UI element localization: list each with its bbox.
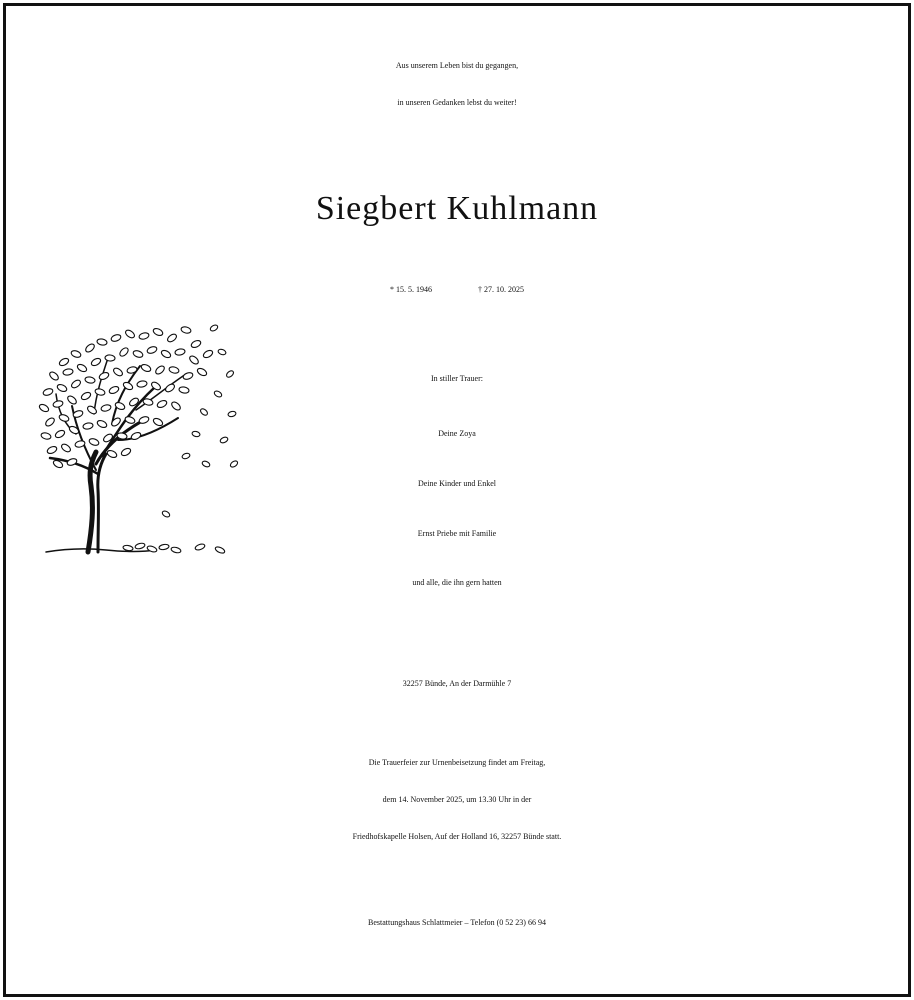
ceremony-line-3: Friedhofskapelle Holsen, Auf der Holland 16, 32257 Bünde statt. [352,832,562,841]
mourner-line-1: Deine Zoya [438,429,476,438]
mourner-line-3: Ernst Priebe mit Familie [417,529,497,538]
life-dates [6,286,908,294]
windblown-tree-icon [36,314,241,562]
deceased-name: Siegbert Kuhlmann [315,190,599,227]
mourning-intro: In stiller Trauer: [431,374,483,383]
verse-line-1: Aus unserem Leben bist du gegangen, [395,61,519,70]
mourner-line-2: Deine Kinder und Enkel [418,479,496,488]
birth-date: * 15. 5. 1946 [390,285,432,294]
obituary-notice [3,3,911,997]
death-date: † 27. 10. 2025 [478,285,524,294]
ceremony-line-1: Die Trauerfeier zur Urnenbeisetzung findet am Freitag, [368,758,546,767]
mourner-line-4: und alle, die ihn gern hatten [412,578,502,587]
funeral-home-contact: Bestattungshaus Schlattmeier – Telefon (0 52 23) 66 94 [368,918,546,927]
verse-line-2: in unseren Gedanken lebst du weiter! [397,98,517,107]
mourner-address: 32257 Bünde, An der Darmühle 7 [402,679,512,688]
ceremony-line-2: dem 14. November 2025, um 13.30 Uhr in der [382,795,532,804]
